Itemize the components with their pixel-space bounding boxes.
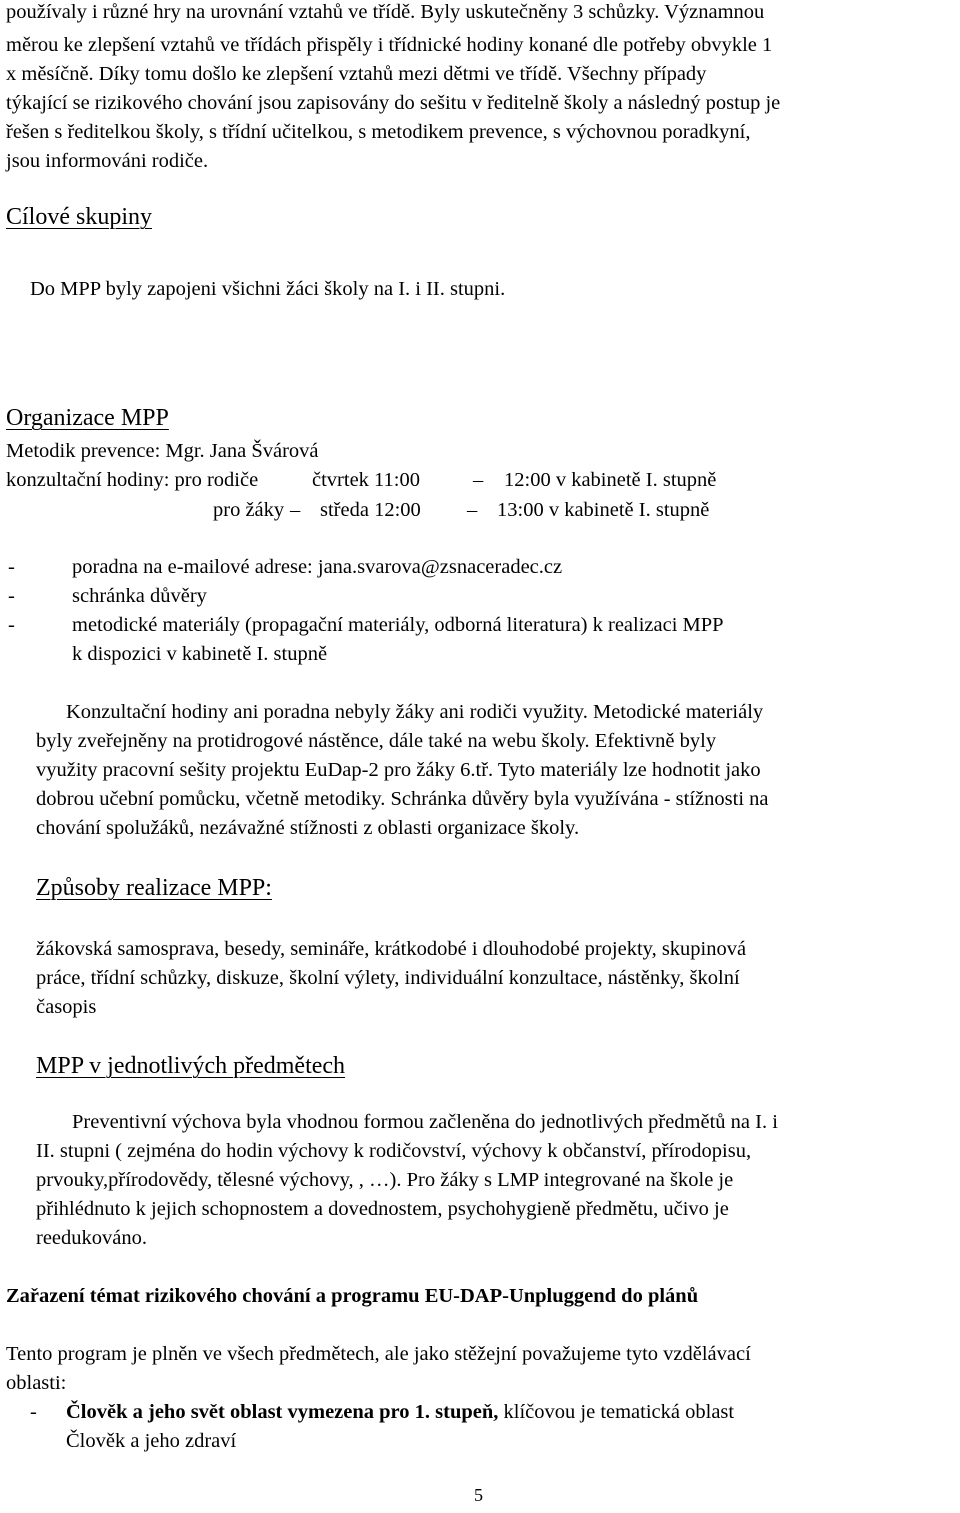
list-item-schranka: schránka důvěry [72,585,207,607]
zpusoby-line-2: práce, třídní schůzky, diskuze, školní výlety, individuální konzultace, nástěnky, školní [36,967,740,989]
list-item-materialy: metodické materiály (propagační materiály, odborná literatura) k realizaci MPP [72,614,724,636]
intro-line-1: používaly i různé hry na urovnání vztahů ve třídě. Byly uskutečněny 3 schůzky. Významnou [6,1,765,23]
organizace-para-line-3: využity pracovní sešity projektu EuDap-2 pro žáky 6.tř. Tyto materiály lze hodnotit jako [36,759,761,781]
hours-pupils-dash-1: – [290,499,301,521]
hours-parents-rest: 12:00 v kabinetě I. stupně [504,469,717,491]
zarazeni-line-2: oblasti: [6,1372,67,1394]
predmety-line-1: Preventivní výchova byla vhodnou formou začleněna do jednotlivých předmětů na I. i [72,1111,778,1133]
predmety-line-2: II. stupni ( zejména do hodin výchovy k rodičovství, výchovy k občanství, přírodopisu, [36,1140,752,1162]
section-heading-zpusoby: Způsoby realizace MPP: [36,875,272,901]
zarazeni-item-rest: klíčovou je tematická oblast [498,1401,735,1423]
hours-pupils-day: středa 12:00 [320,499,421,521]
intro-line-2: měrou ke zlepšení vztahů ve třídách přispěly i třídnické hodiny konané dle potřeby obvykle 1 [6,34,773,56]
list-bullet: - [8,585,15,607]
list-bullet: - [8,614,15,636]
hours-pupils-rest: 13:00 v kabinetě I. stupně [497,499,710,521]
zpusoby-line-1: žákovská samosprava, besedy, semináře, krátkodobé i dlouhodobé projekty, skupinová [36,938,747,960]
intro-line-5: řešen s ředitelkou školy, s třídní učitelkou, s metodikem prevence, s výchovnou poradkyní, [6,121,751,143]
zarazeni-line-1: Tento program je plněn ve všech předmětech, ale jako stěžejní považujeme tyto vzdělávací [6,1343,751,1365]
predmety-line-4: přihlédnuto k jejich schopnostem a dovednostem, psychohygieně předmětu, učivo je [36,1198,729,1220]
section-heading-zarazeni: Zařazení témat rizikového chování a programu EU-DAP-Unpluggend do plánů [6,1285,699,1307]
organizace-para-line-5: chování spolužáků, nezávažné stížnosti z oblasti organizace školy. [36,817,580,839]
list-bullet: - [8,556,15,578]
organizace-para-line-1: Konzultační hodiny ani poradna nebyly žáky ani rodiči využity. Metodické materiály [66,701,764,723]
intro-line-3: x měsíčně. Díky tomu došlo ke zlepšení vztahů mezi dětmi ve třídě. Všechny případy [6,63,707,85]
list-item-email: poradna na e-mailové adrese: jana.svarova@zsnaceradec.cz [72,556,563,578]
zarazeni-item [66,1400,734,1424]
page-number: 5 [474,1485,483,1505]
section-heading-cilove-skupiny: Cílové skupiny [6,204,153,230]
metodik-prevence: Metodik prevence: Mgr. Jana Švárová [6,440,319,462]
zpusoby-line-3: časopis [36,996,97,1018]
cilove-skupiny-text: Do MPP byly zapojeni všichni žáci školy na I. i II. stupni. [30,278,506,300]
hours-parents-label: konzultační hodiny: pro rodiče [6,469,259,491]
list-item-materialy-cont: k dispozici v kabinetě I. stupně [72,643,328,665]
organizace-para-line-4: dobrou učební pomůcku, včetně metodiky. Schránka důvěry byla využívána - stížnosti na [36,788,769,810]
intro-line-6: jsou informováni rodiče. [6,150,209,172]
hours-pupils-dash-2: – [467,499,478,521]
hours-parents-day: čtvrtek 11:00 [312,469,420,491]
section-heading-predmety: MPP v jednotlivých předmětech [36,1053,346,1079]
hours-pupils-label: pro žáky [213,499,285,521]
predmety-line-5: reedukováno. [36,1227,147,1249]
hours-parents-dash: – [473,469,484,491]
list-bullet: - [30,1401,37,1423]
predmety-line-3: prvouky,přírodovědy, tělesné výchovy, , …). Pro žáky s LMP integrované na škole je [36,1169,734,1191]
zarazeni-item-bold: Člověk a jeho svět oblast vymezena pro 1. stupeň, [66,1401,499,1423]
zarazeni-item-line-2: Člověk a jeho zdraví [66,1430,237,1452]
section-heading-organizace: Organizace MPP [6,405,169,431]
intro-line-4: týkající se rizikového chování jsou zapisovány do sešitu v ředitelně školy a následný postup je [6,92,781,114]
organizace-para-line-2: byly zveřejněny na protidrogové nástěnce, dále také na webu školy. Efektivně byly [36,730,717,752]
